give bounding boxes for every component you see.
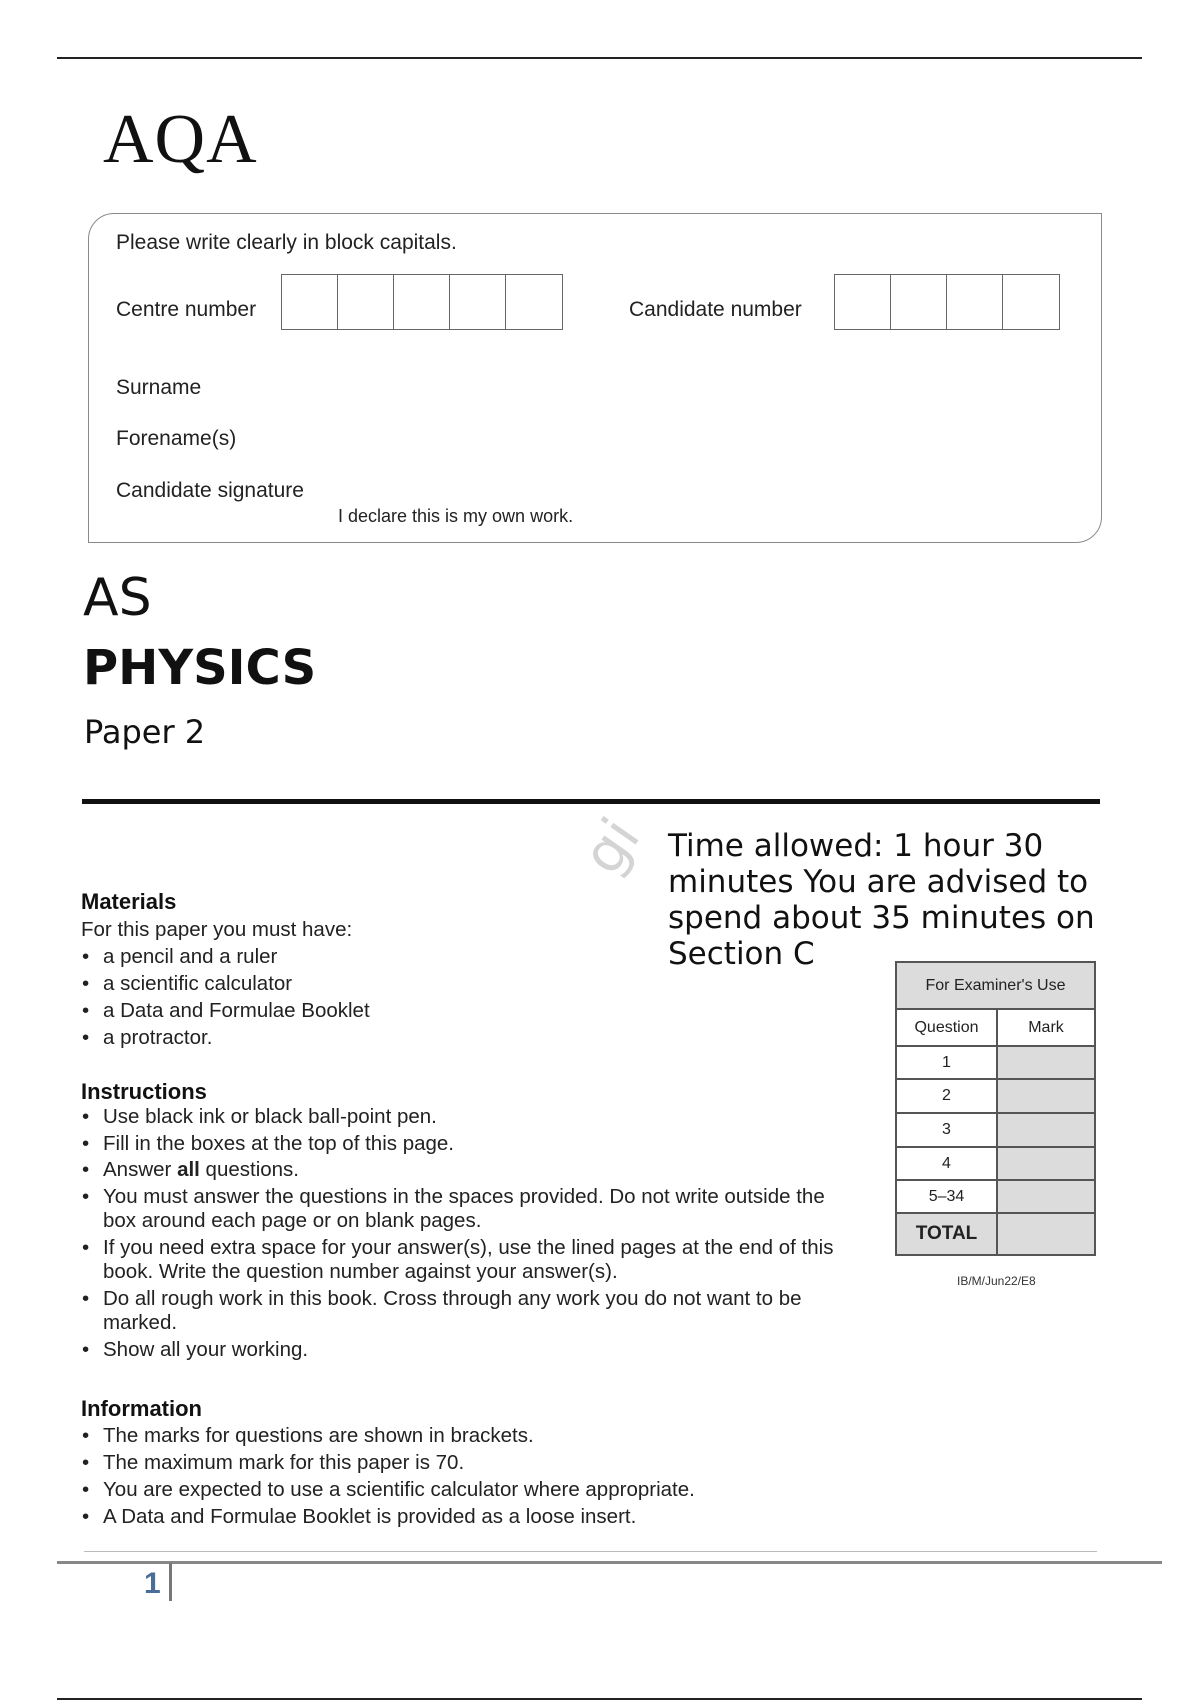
- information-section: [81, 1396, 881, 1530]
- materials-section: [81, 889, 681, 1051]
- list-item: • Use black ink or black ball-point pen.: [81, 1105, 841, 1130]
- paper-reference: IB/M/Jun22/E8: [957, 1274, 1036, 1288]
- question-number: 3: [896, 1113, 997, 1147]
- question-number: 5–34: [896, 1180, 997, 1213]
- information-heading: Information: [81, 1396, 202, 1421]
- instructions-list: [81, 1105, 841, 1362]
- watermark: gi: [570, 806, 653, 887]
- mark-cell: [997, 1046, 1095, 1079]
- candidate-number-digit[interactable]: [835, 275, 891, 329]
- signature-label: Candidate signature: [116, 479, 304, 502]
- mark-cell: [997, 1079, 1095, 1113]
- aqa-logo: AQA: [103, 101, 258, 178]
- list-item: • You are expected to use a scientific calculator where appropriate.: [81, 1476, 881, 1503]
- forenames-label: Forename(s): [116, 427, 237, 450]
- instructions-section: [81, 1079, 841, 1362]
- list-item: • The maximum mark for this paper is 70.: [81, 1449, 881, 1476]
- list-item: • a pencil and a ruler: [81, 943, 681, 970]
- list-item: • The marks for questions are shown in brackets.: [81, 1422, 881, 1449]
- surname-label: Surname: [116, 376, 202, 399]
- examiners-use-table: [895, 961, 1096, 1256]
- list-item: • You must answer the questions in the spaces provided. Do not write outside the box around each page or on blank pages.: [81, 1185, 841, 1234]
- list-item: • Show all your working.: [81, 1338, 841, 1363]
- materials-list: [81, 943, 681, 1051]
- total-mark-cell: [997, 1213, 1095, 1255]
- footer-rule: [57, 1561, 1162, 1564]
- candidate-number-digit[interactable]: [1003, 275, 1059, 329]
- centre-number-digit[interactable]: [506, 275, 562, 329]
- instructions-heading: Instructions: [81, 1079, 207, 1104]
- centre-number-boxes[interactable]: [281, 274, 563, 330]
- candidate-number-boxes[interactable]: [834, 274, 1060, 330]
- information-list: [81, 1422, 881, 1530]
- list-item: • A Data and Formulae Booklet is provided as a loose insert.: [81, 1503, 881, 1530]
- candidate-number-label: Candidate number: [629, 298, 802, 321]
- question-number: 1: [896, 1046, 997, 1079]
- mark-cell: [997, 1113, 1095, 1147]
- mark-column-header: Mark: [997, 1009, 1095, 1046]
- list-item: • Answer all questions.: [81, 1158, 841, 1183]
- candidate-number-digit[interactable]: [947, 275, 1003, 329]
- footer-thin-rule: [84, 1551, 1097, 1552]
- mark-cell: [997, 1147, 1095, 1180]
- centre-number-digit[interactable]: [450, 275, 506, 329]
- subject-title: PHYSICS: [83, 640, 317, 696]
- page-number: 1: [144, 1567, 161, 1600]
- materials-intro: For this paper you must have:: [81, 918, 353, 941]
- block-capitals-instruction: Please write clearly in block capitals.: [116, 231, 457, 254]
- page-number-divider: [169, 1563, 172, 1601]
- centre-number-digit[interactable]: [282, 275, 338, 329]
- title-divider: [82, 799, 1100, 804]
- total-label: TOTAL: [896, 1213, 997, 1255]
- centre-number-label: Centre number: [116, 298, 257, 321]
- examiners-use-title: For Examiner's Use: [896, 962, 1095, 1009]
- candidate-number-digit[interactable]: [891, 275, 947, 329]
- list-item: • a Data and Formulae Booklet: [81, 997, 681, 1024]
- list-item: • If you need extra space for your answer(s), use the lined pages at the end of this book. Write the question number against your answer(s).: [81, 1236, 841, 1285]
- paper-number: Paper 2: [84, 713, 206, 751]
- question-number: 4: [896, 1147, 997, 1180]
- mark-cell: [997, 1180, 1095, 1213]
- time-allowed: Time allowed: 1 hour 30 minutes You are advised to spend about 35 minutes on Section C: [668, 828, 1095, 972]
- declaration-text: I declare this is my own work.: [338, 506, 574, 526]
- materials-heading: Materials: [81, 889, 177, 914]
- list-item: • a protractor.: [81, 1024, 681, 1051]
- centre-number-digit[interactable]: [338, 275, 394, 329]
- centre-number-digit[interactable]: [394, 275, 450, 329]
- list-item: • Do all rough work in this book. Cross through any work you do not want to be marked.: [81, 1287, 841, 1336]
- question-column-header: Question: [896, 1009, 997, 1046]
- list-item: • Fill in the boxes at the top of this page.: [81, 1132, 841, 1157]
- list-item: • a scientific calculator: [81, 970, 681, 997]
- top-rule: [57, 57, 1142, 59]
- qualification-level: AS: [83, 568, 152, 628]
- emphasis: all: [177, 1158, 200, 1181]
- question-number: 2: [896, 1079, 997, 1113]
